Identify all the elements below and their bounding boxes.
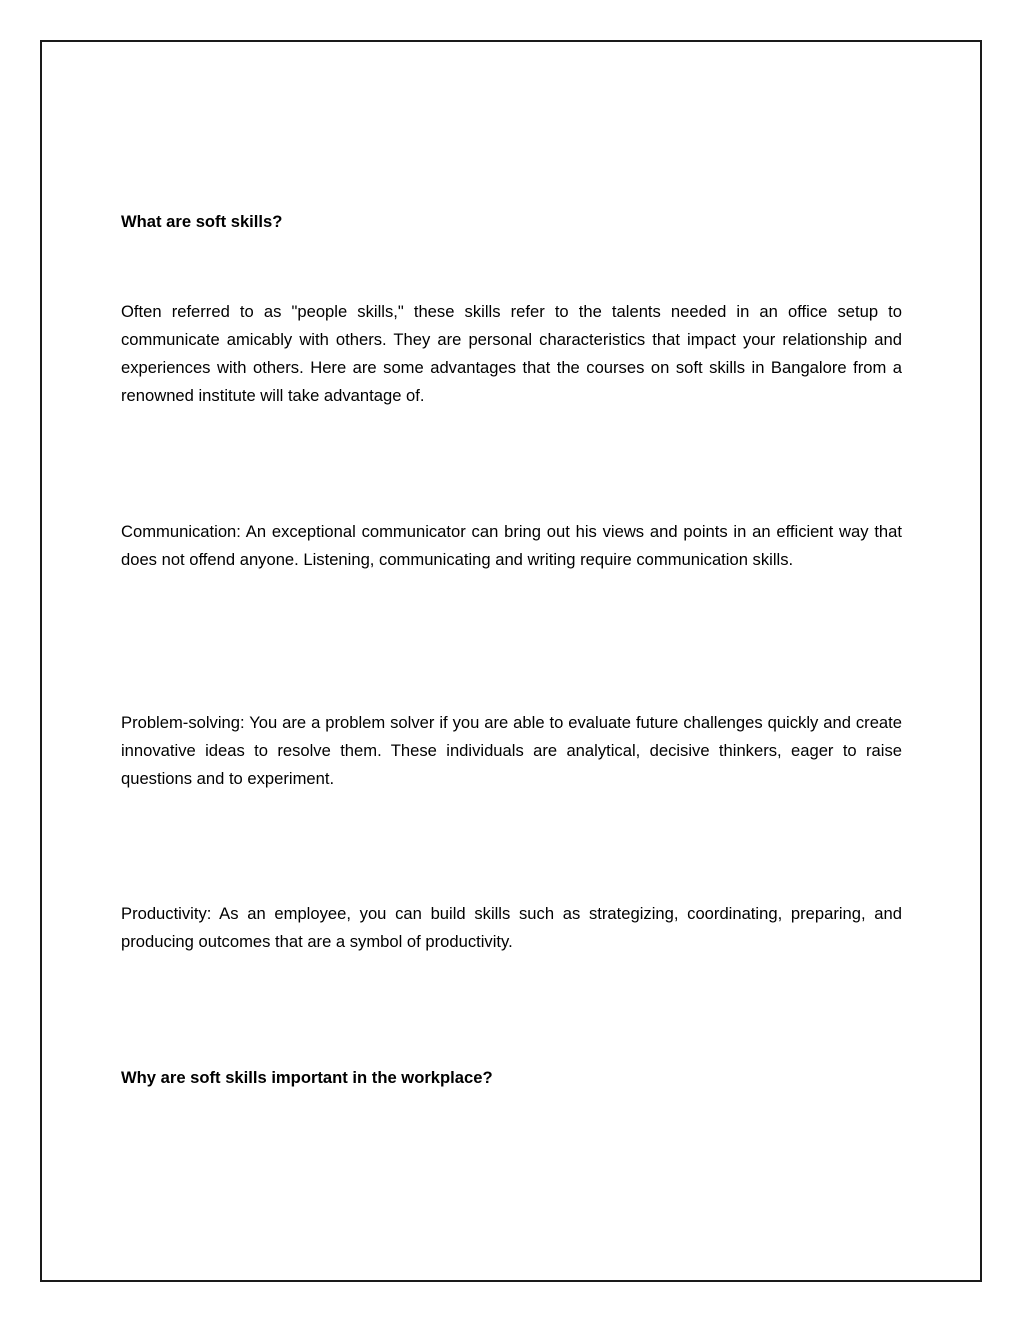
paragraph-problem-solving: Problem-solving: You are a problem solver if you are able to evaluate future challenges quickly and create innovative ideas to resolve them. These individuals are analytical, decisive thinkers, eager to raise questions and to experiment. xyxy=(121,713,902,788)
paragraph-people-skills: Often referred to as "people skills," these skills refer to the talents needed in an office setup to communicate amicably with others. They are personal characteristics that impact your relationship and experiences with others. Here are some advantages that the courses on soft skills in Bangalore from a renowned institute will take advantage of. xyxy=(121,302,902,405)
heading-why-important: Why are soft skills important in the workplace? xyxy=(121,1068,493,1087)
paragraph-communication: Communication: An exceptional communicator can bring out his views and points in an efficient way that does not offend anyone. Listening, communicating and writing require communication skills. xyxy=(121,522,902,569)
paragraph-productivity: Productivity: As an employee, you can build skills such as strategizing, coordinating, preparing, and producing outcomes that are a symbol of productivity. xyxy=(121,904,902,951)
heading-what-are-soft-skills: What are soft skills? xyxy=(121,212,283,231)
